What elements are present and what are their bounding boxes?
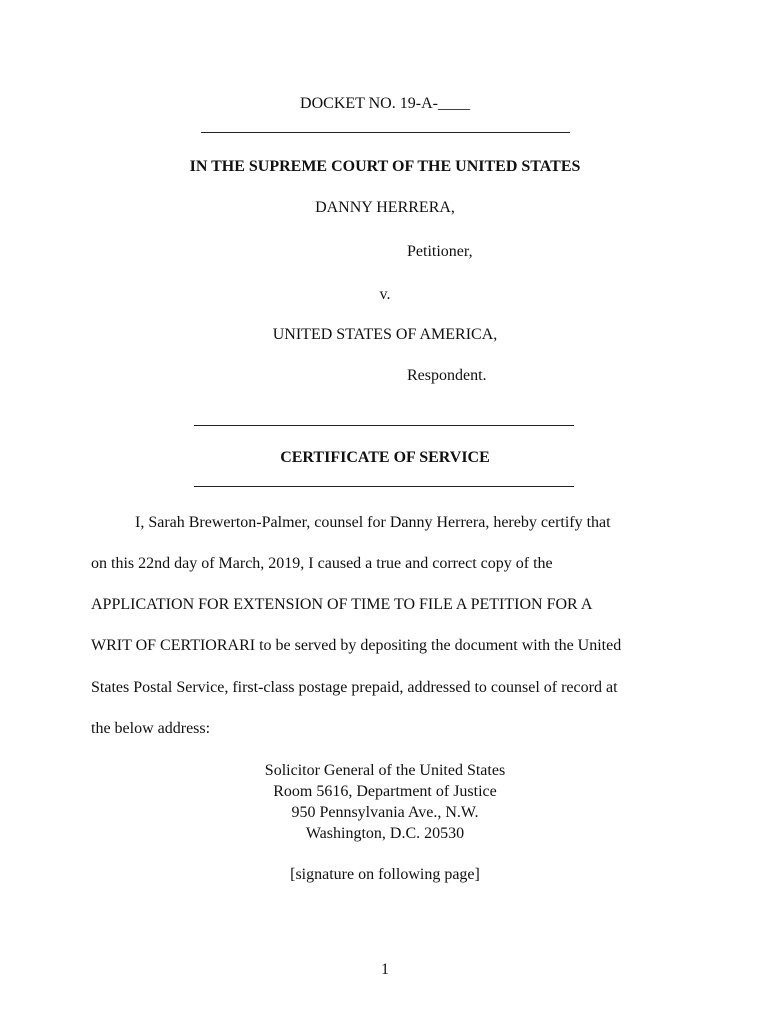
- body-line: APPLICATION FOR EXTENSION OF TIME TO FILE A PETITION FOR A: [91, 596, 593, 613]
- address-line-1: Solicitor General of the United States: [264, 762, 506, 779]
- respondent-name: UNITED STATES OF AMERICA,: [272, 326, 498, 343]
- signature-note: [signature on following page]: [290, 866, 480, 883]
- title-rule: [194, 486, 574, 487]
- body-line: the below address:: [91, 720, 211, 737]
- court-name: IN THE SUPREME COURT OF THE UNITED STATES: [189, 158, 581, 175]
- petitioner-name: DANNY HERRERA,: [315, 199, 455, 216]
- respondent-role: Respondent.: [407, 367, 487, 384]
- body-line: States Postal Service, first-class postage prepaid, addressed to counsel of record at: [91, 679, 618, 696]
- body-line: WRIT OF CERTIORARI to be served by depositing the document with the United: [91, 637, 622, 654]
- petitioner-role: Petitioner,: [407, 243, 473, 260]
- address-line-2: Room 5616, Department of Justice: [273, 783, 497, 800]
- caption-rule-middle: [194, 425, 574, 426]
- caption-rule-top: [201, 132, 570, 133]
- docket-number: DOCKET NO. 19-A-____: [300, 95, 470, 112]
- address-line-3: 950 Pennsylvania Ave., N.W.: [291, 804, 479, 821]
- versus: v.: [379, 286, 391, 303]
- document-title: CERTIFICATE OF SERVICE: [280, 449, 490, 466]
- page-number: 1: [381, 961, 389, 978]
- body-line: on this 22nd day of March, 2019, I caused a true and correct copy of the: [91, 555, 553, 572]
- body-line: I, Sarah Brewerton-Palmer, counsel for Danny Herrera, hereby certify that: [135, 514, 611, 531]
- address-line-4: Washington, D.C. 20530: [305, 825, 465, 842]
